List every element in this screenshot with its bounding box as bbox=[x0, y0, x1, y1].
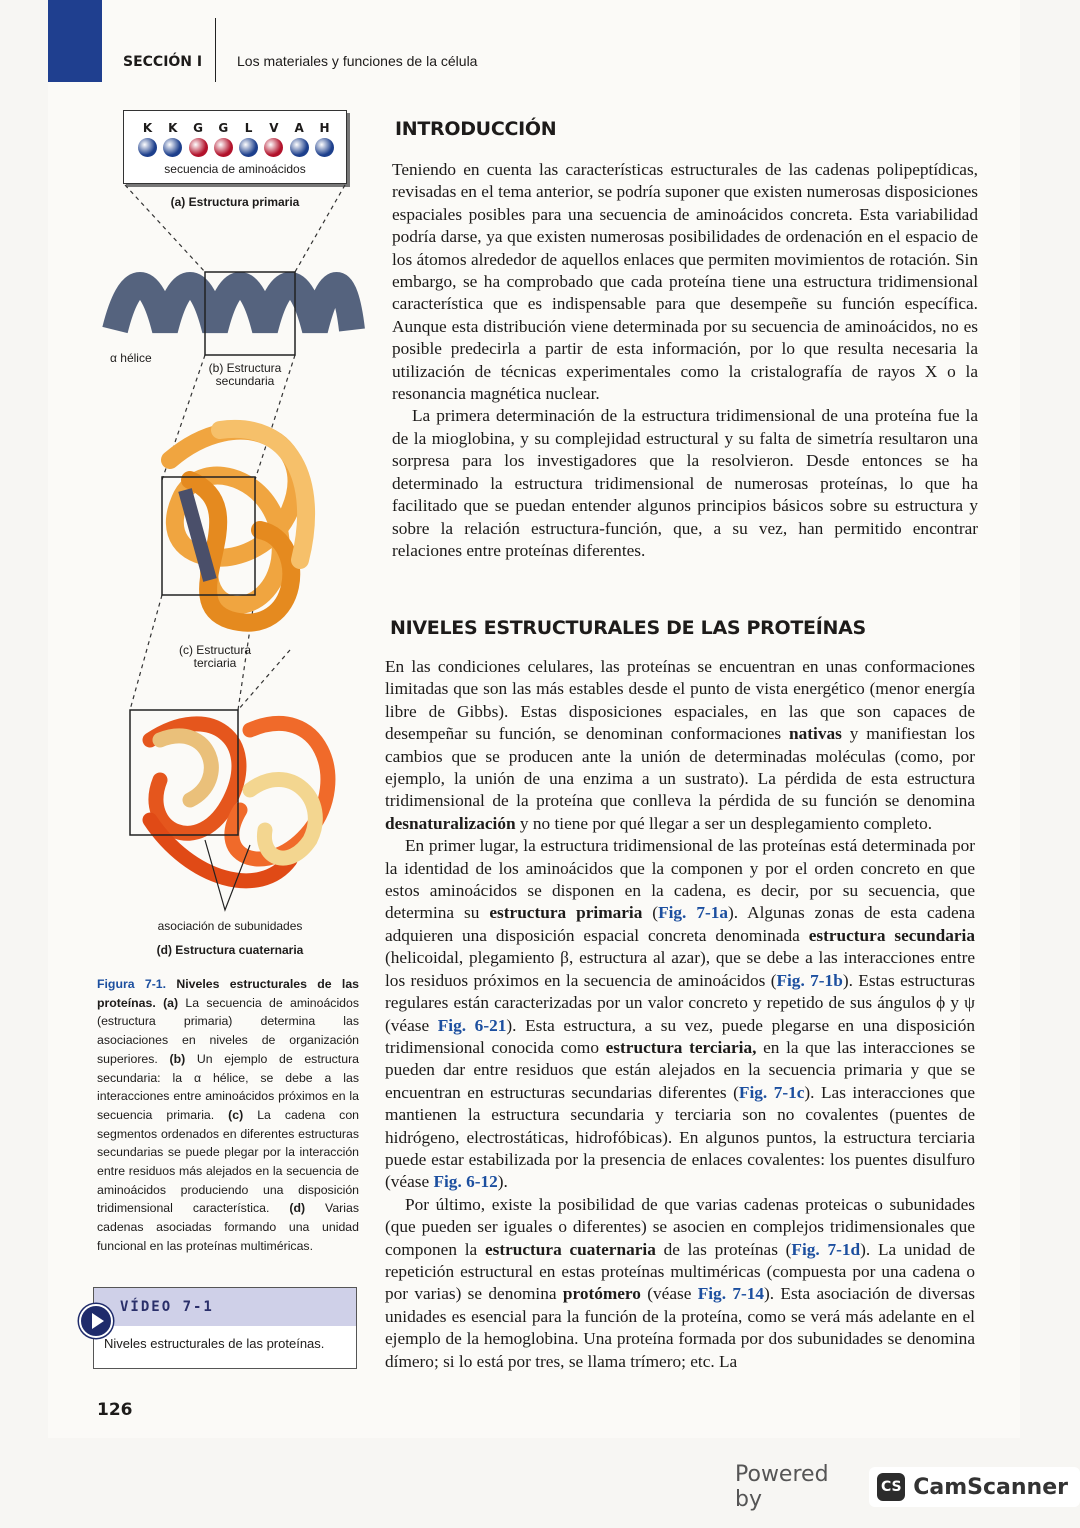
sequence-letter: V bbox=[269, 121, 279, 135]
bold-term: (c) bbox=[228, 1107, 258, 1122]
heading-introduccion: INTRODUCCIÓN bbox=[395, 118, 557, 140]
figure-number: Figura 7-1. bbox=[97, 977, 177, 991]
amino-acid-bead bbox=[264, 138, 283, 157]
bold-term: estructura cuaternaria bbox=[484, 1239, 656, 1259]
sequence-beads bbox=[138, 138, 334, 157]
sequence-letter: A bbox=[294, 121, 304, 135]
video-text[interactable]: Niveles estructurales de las proteínas. bbox=[104, 1336, 325, 1351]
text-run: y no tiene por qué llegar a ser un desplegamiento completo. bbox=[515, 813, 933, 833]
amino-acid-bead bbox=[239, 138, 258, 157]
text-run: En primer lugar, la estructura tridimensional de las proteínas está determinada por la identidad de los aminoácidos que la componen y por el orden concreto en que estos aminoácidos se disponen en la cadena, es decir, por su secuencia, que determina su bbox=[385, 836, 975, 923]
text-run: Varias cadenas asociadas formando una unidad funcional en las proteínas multiméricas. bbox=[97, 1201, 359, 1253]
text-run: de las proteínas ( bbox=[655, 1239, 792, 1259]
paragraph bbox=[385, 656, 975, 835]
sequence-letter: H bbox=[319, 121, 330, 135]
text-run: La cadena con segmentos ordenados en diferentes estructuras secundarias se puede plegar por la interacción entre residuos más alejados en la secuencia de aminoácidos produciendo una disposición tridimensional característica. bbox=[97, 1107, 359, 1216]
section-color-bar bbox=[48, 0, 102, 82]
protein-structure-illustration bbox=[90, 180, 370, 970]
video-title[interactable]: VÍDEO 7-1 bbox=[94, 1288, 356, 1326]
sequence-letters bbox=[138, 121, 334, 135]
bold-term: (b) bbox=[169, 1051, 197, 1066]
levels-body bbox=[385, 656, 975, 1373]
text-run: (helicoidal, plegamiento β, estructura al azar), que se debe a las interacciones entre los residuos próximos en la secuencia de aminoácidos ( bbox=[385, 948, 975, 990]
text-run: ). Estas estructuras regulares están caracterizadas por un valor concreto y repetido de sus ángulos ϕ y ψ (véase bbox=[385, 970, 975, 1035]
section-label: SECCIÓN I bbox=[123, 54, 203, 70]
camscanner-logo-icon: CS bbox=[877, 1473, 905, 1501]
paragraph bbox=[392, 405, 978, 562]
figure-reference-link[interactable]: Fig. 7-1d bbox=[791, 1239, 861, 1259]
text-run: La secuencia de aminoácidos (estructura primaria) determina las asociaciones en niveles de organización superiores. bbox=[97, 995, 360, 1066]
figure-caption bbox=[97, 975, 359, 1256]
label-c bbox=[170, 644, 260, 670]
sequence-letter: G bbox=[218, 121, 229, 135]
text-run: Un ejemplo de estructura secundaria: la α hélice, se debe a las interacciones entre aminoácidos próximos en la secuencia primaria. bbox=[97, 1051, 360, 1122]
sequence-letter: G bbox=[193, 121, 203, 135]
introduction-body bbox=[392, 159, 978, 562]
bold-term: desnaturalización bbox=[385, 813, 516, 833]
camscanner-badge bbox=[869, 1467, 1080, 1507]
page-number: 126 bbox=[97, 1400, 133, 1420]
text-run: ( bbox=[642, 903, 659, 923]
sequence-letter: K bbox=[142, 121, 153, 135]
text-run: en la que las interacciones se pueden dar entre residuos que están alejados en la secuencia primaria y que se encuentran en estructuras secundarias diferentes ( bbox=[385, 1037, 975, 1102]
text-run: Por último, existe la posibilidad de que varias cadenas proteicas o subunidades (que pueden ser iguales o diferentes) se asocien en complejos tridimensionales que componen la bbox=[385, 1194, 975, 1259]
text-run: ). Esta asociación de diversas unidades es esencial para la función de la proteína, como se verá más adelante en el ejemplo de la hemoglobina. Una proteína formada por dos subunidades se denomina dímero; si lo está por tres, se llama trímero; etc. La bbox=[385, 1284, 975, 1371]
amino-acid-bead bbox=[138, 138, 157, 157]
amino-acid-bead bbox=[189, 138, 208, 157]
camscanner-brand: CamScanner bbox=[913, 1474, 1068, 1500]
label-a: (a) Estructura primaria bbox=[170, 195, 300, 209]
subunits-label: asociación de subunidades bbox=[157, 919, 303, 933]
text-run: En las condiciones celulares, las proteínas se encuentran en unas conformaciones limitadas que son las más estables desde el punto de vista energético (menor energía libre de Gibbs). Estas disposiciones espaciales, en las que son capaces de desempeñar su función, se denominan conformaciones bbox=[385, 657, 975, 744]
text-run: ). Esta estructura, a su vez, puede plegarse en una disposición tridimensional conocida como bbox=[385, 1015, 975, 1057]
bold-term: estructura primaria bbox=[489, 903, 643, 923]
figure-reference-link[interactable]: Fig. 7-1b bbox=[776, 970, 843, 990]
figure-reference-link[interactable]: Fig. 7-14 bbox=[697, 1284, 765, 1304]
powered-by-text: Powered by bbox=[735, 1462, 829, 1512]
camscanner-watermark bbox=[735, 1462, 1080, 1512]
text-run: La primera determinación de la estructura tridimensional de una proteína fue la de la mioglobina, y su complejidad estructural y su falta de simetría resultaron una sorpresa para los investigadores que la resolvieron. Desde entonces se ha determinado la estructura tridimensional de numerosas proteínas, lo que ha facilitado que se puedan entender algunos principios básicos sobre su estructura y sobre la relación estructura-función, que, a su vez, han permitido encontrar relaciones entre proteínas diferentes. bbox=[392, 406, 978, 560]
play-icon[interactable] bbox=[79, 1304, 113, 1338]
video-box[interactable] bbox=[93, 1287, 357, 1369]
text-run: ). Algunas zonas de esta cadena adquieren una disposición espacial concreta denominada bbox=[385, 903, 975, 945]
chapter-title: Los materiales y funciones de la célula bbox=[237, 53, 478, 69]
paragraph bbox=[385, 1194, 975, 1373]
label-d: (d) Estructura cuaternaria bbox=[156, 943, 304, 957]
primary-structure-box bbox=[123, 110, 347, 184]
bold-term: nativas bbox=[789, 724, 842, 744]
sequence-label: secuencia de aminoácidos bbox=[164, 162, 306, 176]
sequence-letter: L bbox=[244, 121, 253, 135]
header-divider bbox=[215, 18, 216, 82]
alpha-helix-label: α hélice bbox=[110, 351, 152, 365]
text-run: ). Las interacciones que mantienen la estructura secundaria y terciaria son no covalentes (puentes de hidrógeno, electrostáticas, hidrofóbicas). En algunos puntos, la estructura terciaria puede estar estabilizada por la presencia de enlaces covalentes: los puentes disulfuro (véase bbox=[385, 1082, 975, 1192]
label-b-line1: (b) Estructura bbox=[208, 361, 282, 375]
figure-reference-link[interactable]: Fig. 6-12 bbox=[433, 1172, 498, 1192]
figure-reference-link[interactable]: Fig. 6-21 bbox=[437, 1015, 507, 1035]
amino-acid-bead bbox=[290, 138, 309, 157]
text-run: (véase bbox=[640, 1284, 698, 1304]
label-c-line1: (c) Estructura bbox=[178, 643, 251, 657]
figure-reference-link[interactable]: Fig. 7-1a bbox=[658, 903, 729, 923]
bold-term: protómero bbox=[562, 1284, 641, 1304]
figure-reference-link[interactable]: Fig. 7-1c bbox=[738, 1082, 805, 1102]
bold-term: estructura terciaria, bbox=[605, 1037, 757, 1057]
bold-term: (a) bbox=[163, 995, 186, 1010]
label-b bbox=[200, 362, 290, 388]
text-run: ). bbox=[497, 1172, 508, 1192]
paragraph bbox=[392, 159, 978, 405]
text-run: ). La unidad de repetición estructural en estas proteínas multiméricas (compuesta por una cadena o por varias) se denomina bbox=[385, 1239, 976, 1304]
amino-acid-bead bbox=[214, 138, 233, 157]
label-c-line2: terciaria bbox=[193, 656, 237, 670]
text-run: Teniendo en cuenta las características estructurales de las cadenas polipeptídicas, revisadas en el tema anterior, se podría suponer que existen numerosas disposiciones espaciales posibles para una secuencia de aminoácidos concreta. Esta variabilidad podría darse, ya que existen numerosas posibilidades de ordenación en el espacio de los átomos alrededor de aquellos enlaces que permiten movimientos de rotación. Sin embargo, se ha comprobado que cada proteína tiene una estructura tridimensional característica que es indispensable para que desempeñe su función específica. Aunque esta distribución viene determinada por su secuencia de aminoácidos, no es posible predecirla a partir de esta información, por lo que resulta necesaria la utilización de técnicas experimentales como la cristalografía de rayos X o la resonancia magnética nuclear. bbox=[392, 160, 978, 404]
label-b-line2: secundaria bbox=[215, 374, 275, 388]
heading-niveles: NIVELES ESTRUCTURALES DE LAS PROTEÍNAS bbox=[390, 617, 866, 639]
paragraph bbox=[385, 835, 975, 1194]
amino-acid-bead bbox=[315, 138, 334, 157]
bold-term: (d) bbox=[289, 1201, 326, 1216]
sequence-letter: K bbox=[168, 121, 178, 135]
bold-term: Niveles estructurales de las proteínas. bbox=[97, 977, 359, 1010]
text-run: y manifiestan los cambios que se producen ante la unión de determinadas moléculas (como, por ejemplo, la unión de una enzima a un sustrato). La pérdida de esta estructura tridimensional de la proteína que conlleva la pérdida de su función se denomina bbox=[385, 724, 976, 811]
bold-term: estructura secundaria bbox=[808, 925, 975, 945]
amino-acid-bead bbox=[163, 138, 182, 157]
